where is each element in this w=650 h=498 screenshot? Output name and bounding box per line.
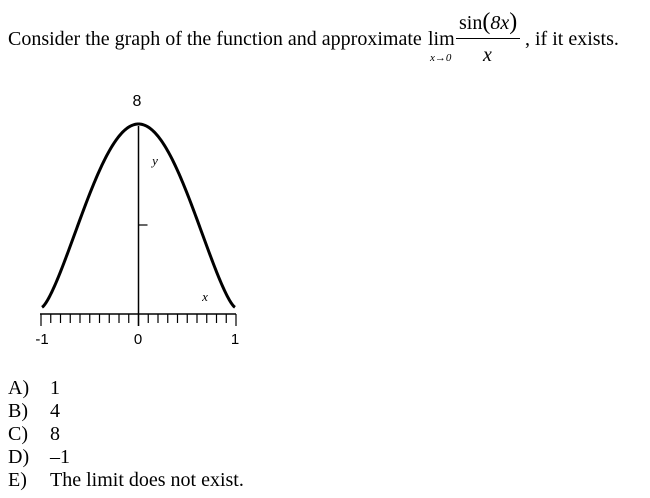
x-tick-label-neg1: -1 [35,331,49,348]
limit-subscript: x→0 [430,52,452,64]
choice-letter: C) [8,423,28,445]
numerator-argument: 8x [490,12,510,34]
close-paren: ) [509,9,518,35]
choice-text: 1 [50,377,60,399]
y-top-label: 8 [132,93,142,110]
numerator-function: sin [459,12,483,34]
choice-letter: E) [8,469,27,491]
choice-a[interactable] [8,377,60,399]
question-prefix: Consider the graph of the function and approximate [8,28,422,50]
choice-letter: B) [8,400,28,422]
x-tick-label-1: 1 [230,331,240,348]
choice-b[interactable] [8,400,60,422]
choice-letter: D) [8,446,30,468]
choice-d[interactable] [8,446,70,468]
choice-e[interactable] [8,469,244,491]
choice-c[interactable] [8,423,60,445]
choice-letter: A) [8,377,30,399]
y-axis-label: y [152,153,158,168]
choice-text: The limit does not exist. [50,469,244,491]
x-axis-label: x [202,289,208,304]
limit-operator: lim [428,28,455,50]
choice-text: 8 [50,423,60,445]
open-paren: ( [482,9,491,35]
choice-text: 4 [50,400,60,422]
question-suffix: , if it exists. [525,28,619,50]
x-tick-label-0: 0 [133,331,143,348]
fraction-denominator: x [483,44,492,66]
choice-text: –1 [50,446,70,468]
